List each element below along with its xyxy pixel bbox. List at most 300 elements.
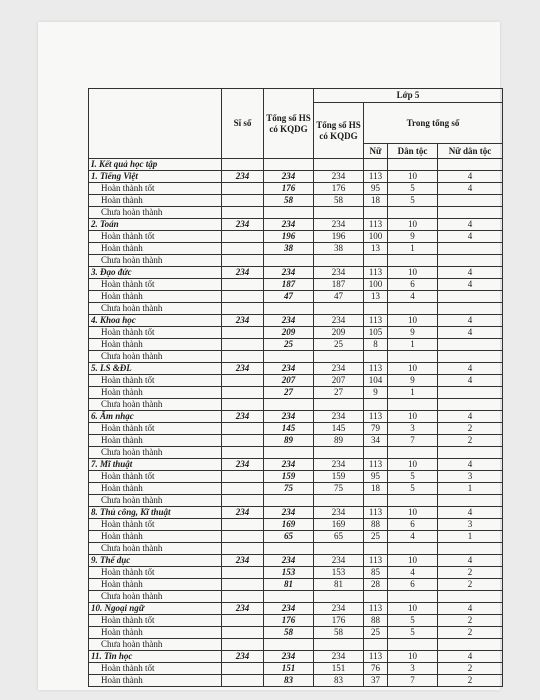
- result-lop-tong: 151: [314, 663, 364, 675]
- result-si-so: [222, 495, 264, 507]
- result-label: Chưa hoàn thành: [89, 495, 222, 507]
- result-lop-tong: 25: [314, 339, 364, 351]
- subject-si-so: 234: [222, 363, 264, 375]
- subject-nu: 113: [364, 171, 388, 183]
- result-tong-so: [264, 639, 314, 651]
- section-row: [89, 159, 503, 171]
- result-row: [89, 663, 503, 675]
- header-trong-tong-so: Trong tổng số: [364, 103, 503, 144]
- result-tong-so: [264, 543, 314, 555]
- result-tong-so: 58: [264, 627, 314, 639]
- result-label: Hoàn thành: [89, 387, 222, 399]
- result-nu: 88: [364, 615, 388, 627]
- result-dan-toc: [388, 255, 438, 267]
- result-si-so: [222, 195, 264, 207]
- result-dan-toc: 5: [388, 627, 438, 639]
- result-label: Hoàn thành tốt: [89, 231, 222, 243]
- subject-lop-tong: 234: [314, 363, 364, 375]
- result-nu-dan-toc: [438, 543, 503, 555]
- subject-tong-so: 234: [264, 219, 314, 231]
- result-nu: 105: [364, 327, 388, 339]
- result-lop-tong: 145: [314, 423, 364, 435]
- subject-nu-dan-toc: 4: [438, 411, 503, 423]
- results-table: [88, 88, 503, 687]
- result-tong-so: 65: [264, 531, 314, 543]
- result-tong-so: [264, 495, 314, 507]
- result-nu: 13: [364, 291, 388, 303]
- result-nu: [364, 543, 388, 555]
- result-row: [89, 375, 503, 387]
- subject-tong-so: 234: [264, 315, 314, 327]
- subject-tong-so: 234: [264, 171, 314, 183]
- result-label: Chưa hoàn thành: [89, 543, 222, 555]
- result-nu: 34: [364, 435, 388, 447]
- result-label: Hoàn thành: [89, 291, 222, 303]
- result-lop-tong: 89: [314, 435, 364, 447]
- result-row: [89, 423, 503, 435]
- result-tong-so: 176: [264, 183, 314, 195]
- result-row: [89, 387, 503, 399]
- result-label: Hoàn thành: [89, 579, 222, 591]
- result-nu-dan-toc: 1: [438, 483, 503, 495]
- result-dan-toc: [388, 495, 438, 507]
- result-lop-tong: 169: [314, 519, 364, 531]
- subject-si-so: 234: [222, 171, 264, 183]
- result-lop-tong: 58: [314, 627, 364, 639]
- result-nu: 25: [364, 531, 388, 543]
- result-row: [89, 591, 503, 603]
- result-si-so: [222, 387, 264, 399]
- result-nu: [364, 591, 388, 603]
- result-si-so: [222, 435, 264, 447]
- result-lop-tong: [314, 495, 364, 507]
- subject-tong-so: 234: [264, 411, 314, 423]
- subject-si-so: 234: [222, 219, 264, 231]
- result-dan-toc: 3: [388, 663, 438, 675]
- subject-name: 4. Khoa học: [89, 315, 222, 327]
- subject-row: [89, 411, 503, 423]
- header-nu: Nữ: [364, 144, 388, 159]
- subject-dan-toc: 10: [388, 267, 438, 279]
- result-lop-tong: 153: [314, 567, 364, 579]
- result-si-so: [222, 207, 264, 219]
- subject-dan-toc: 10: [388, 171, 438, 183]
- result-tong-so: [264, 591, 314, 603]
- header-lop-tong-so: Tổng số HS có KQDG: [314, 103, 364, 159]
- subject-lop-tong: 234: [314, 603, 364, 615]
- result-si-so: [222, 567, 264, 579]
- result-nu: 100: [364, 279, 388, 291]
- subject-nu: 113: [364, 267, 388, 279]
- result-si-so: [222, 627, 264, 639]
- result-dan-toc: 9: [388, 231, 438, 243]
- result-tong-so: [264, 447, 314, 459]
- result-nu: 95: [364, 183, 388, 195]
- result-dan-toc: 3: [388, 423, 438, 435]
- result-tong-so: 58: [264, 195, 314, 207]
- result-tong-so: 153: [264, 567, 314, 579]
- result-tong-so: 209: [264, 327, 314, 339]
- result-si-so: [222, 639, 264, 651]
- result-nu: 9: [364, 387, 388, 399]
- subject-nu-dan-toc: 4: [438, 219, 503, 231]
- result-tong-so: [264, 207, 314, 219]
- subject-nu-dan-toc: 4: [438, 651, 503, 663]
- result-dan-toc: [388, 639, 438, 651]
- result-label: Hoàn thành tốt: [89, 279, 222, 291]
- result-lop-tong: 81: [314, 579, 364, 591]
- result-lop-tong: 83: [314, 675, 364, 687]
- result-lop-tong: [314, 303, 364, 315]
- result-nu: 28: [364, 579, 388, 591]
- result-dan-toc: 9: [388, 375, 438, 387]
- result-nu: 25: [364, 627, 388, 639]
- result-nu-dan-toc: 2: [438, 627, 503, 639]
- result-dan-toc: 7: [388, 675, 438, 687]
- result-dan-toc: 1: [388, 339, 438, 351]
- subject-name: 11. Tin học: [89, 651, 222, 663]
- result-label: Chưa hoàn thành: [89, 399, 222, 411]
- subject-name: 2. Toán: [89, 219, 222, 231]
- result-label: Hoàn thành: [89, 675, 222, 687]
- result-si-so: [222, 447, 264, 459]
- result-tong-so: 196: [264, 231, 314, 243]
- result-row: [89, 327, 503, 339]
- subject-si-so: 234: [222, 603, 264, 615]
- header-blank: [89, 89, 222, 159]
- result-dan-toc: [388, 351, 438, 363]
- result-tong-so: 159: [264, 471, 314, 483]
- header-tong-so: Tổng số HS có KQDG: [264, 89, 314, 159]
- result-nu: 88: [364, 519, 388, 531]
- subject-lop-tong: 234: [314, 459, 364, 471]
- result-nu-dan-toc: 2: [438, 663, 503, 675]
- result-si-so: [222, 615, 264, 627]
- result-nu: [364, 495, 388, 507]
- table-body: [89, 159, 503, 687]
- subject-row: [89, 603, 503, 615]
- result-nu-dan-toc: [438, 639, 503, 651]
- result-lop-tong: 27: [314, 387, 364, 399]
- subject-si-so: 234: [222, 315, 264, 327]
- result-label: Hoàn thành tốt: [89, 615, 222, 627]
- result-lop-tong: [314, 351, 364, 363]
- header-lop: Lớp 5: [314, 89, 503, 103]
- result-row: [89, 207, 503, 219]
- result-nu: [364, 303, 388, 315]
- result-si-so: [222, 327, 264, 339]
- result-lop-tong: 196: [314, 231, 364, 243]
- subject-name: 7. Mĩ thuật: [89, 459, 222, 471]
- result-si-so: [222, 231, 264, 243]
- result-si-so: [222, 243, 264, 255]
- result-nu: [364, 399, 388, 411]
- result-dan-toc: 5: [388, 183, 438, 195]
- result-tong-so: 89: [264, 435, 314, 447]
- result-dan-toc: [388, 591, 438, 603]
- subject-nu: 113: [364, 315, 388, 327]
- result-nu-dan-toc: 4: [438, 327, 503, 339]
- result-lop-tong: [314, 399, 364, 411]
- result-tong-so: [264, 399, 314, 411]
- result-tong-so: 27: [264, 387, 314, 399]
- result-si-so: [222, 519, 264, 531]
- result-nu-dan-toc: 2: [438, 615, 503, 627]
- subject-nu-dan-toc: 4: [438, 603, 503, 615]
- result-nu-dan-toc: 1: [438, 531, 503, 543]
- subject-row: [89, 315, 503, 327]
- result-nu: 85: [364, 567, 388, 579]
- result-nu-dan-toc: [438, 339, 503, 351]
- subject-lop-tong: 234: [314, 555, 364, 567]
- result-dan-toc: 7: [388, 435, 438, 447]
- subject-nu-dan-toc: 4: [438, 507, 503, 519]
- subject-row: [89, 459, 503, 471]
- result-tong-so: 47: [264, 291, 314, 303]
- result-nu-dan-toc: 4: [438, 231, 503, 243]
- subject-nu-dan-toc: 4: [438, 315, 503, 327]
- document-page: [38, 22, 500, 690]
- result-tong-so: 145: [264, 423, 314, 435]
- result-nu-dan-toc: [438, 303, 503, 315]
- result-nu: 100: [364, 231, 388, 243]
- result-tong-so: 151: [264, 663, 314, 675]
- result-row: [89, 471, 503, 483]
- result-si-so: [222, 183, 264, 195]
- result-nu: [364, 447, 388, 459]
- result-nu-dan-toc: [438, 351, 503, 363]
- result-nu-dan-toc: [438, 591, 503, 603]
- result-si-so: [222, 303, 264, 315]
- result-tong-so: [264, 303, 314, 315]
- result-label: Hoàn thành: [89, 627, 222, 639]
- subject-si-so: 234: [222, 651, 264, 663]
- result-dan-toc: 5: [388, 615, 438, 627]
- result-tong-so: 207: [264, 375, 314, 387]
- result-nu-dan-toc: 2: [438, 579, 503, 591]
- result-dan-toc: [388, 303, 438, 315]
- result-lop-tong: [314, 639, 364, 651]
- subject-nu: 113: [364, 603, 388, 615]
- subject-tong-so: 234: [264, 555, 314, 567]
- subject-tong-so: 234: [264, 603, 314, 615]
- subject-name: 1. Tiếng Việt: [89, 171, 222, 183]
- subject-name: 8. Thủ công, Kĩ thuật: [89, 507, 222, 519]
- subject-nu-dan-toc: 4: [438, 555, 503, 567]
- result-si-so: [222, 663, 264, 675]
- result-lop-tong: [314, 591, 364, 603]
- result-tong-so: [264, 255, 314, 267]
- result-label: Chưa hoàn thành: [89, 303, 222, 315]
- subject-lop-tong: 234: [314, 315, 364, 327]
- result-si-so: [222, 543, 264, 555]
- result-dan-toc: [388, 543, 438, 555]
- result-dan-toc: [388, 447, 438, 459]
- result-tong-so: 25: [264, 339, 314, 351]
- result-dan-toc: 9: [388, 327, 438, 339]
- result-label: Hoàn thành: [89, 243, 222, 255]
- subject-row: [89, 651, 503, 663]
- result-tong-so: 169: [264, 519, 314, 531]
- result-row: [89, 567, 503, 579]
- result-tong-so: 38: [264, 243, 314, 255]
- result-row: [89, 675, 503, 687]
- subject-row: [89, 267, 503, 279]
- subject-dan-toc: 10: [388, 603, 438, 615]
- subject-tong-so: 234: [264, 651, 314, 663]
- result-label: Hoàn thành: [89, 195, 222, 207]
- subject-dan-toc: 10: [388, 459, 438, 471]
- result-tong-so: 187: [264, 279, 314, 291]
- subject-name: 9. Thể dục: [89, 555, 222, 567]
- result-row: [89, 279, 503, 291]
- subject-dan-toc: 10: [388, 507, 438, 519]
- result-row: [89, 627, 503, 639]
- subject-nu: 113: [364, 507, 388, 519]
- result-si-so: [222, 675, 264, 687]
- result-nu: [364, 255, 388, 267]
- result-si-so: [222, 399, 264, 411]
- result-nu: 95: [364, 471, 388, 483]
- result-label: Hoàn thành tốt: [89, 471, 222, 483]
- result-dan-toc: 6: [388, 519, 438, 531]
- subject-nu: 113: [364, 219, 388, 231]
- result-row: [89, 399, 503, 411]
- subject-dan-toc: 10: [388, 411, 438, 423]
- result-si-so: [222, 423, 264, 435]
- result-nu: [364, 207, 388, 219]
- result-row: [89, 531, 503, 543]
- subject-nu-dan-toc: 4: [438, 267, 503, 279]
- result-dan-toc: 4: [388, 567, 438, 579]
- result-nu-dan-toc: [438, 255, 503, 267]
- subject-row: [89, 507, 503, 519]
- subject-nu-dan-toc: 4: [438, 171, 503, 183]
- result-label: Hoàn thành tốt: [89, 327, 222, 339]
- result-dan-toc: 6: [388, 279, 438, 291]
- subject-tong-so: 234: [264, 507, 314, 519]
- result-lop-tong: [314, 207, 364, 219]
- subject-row: [89, 555, 503, 567]
- result-nu-dan-toc: [438, 243, 503, 255]
- result-dan-toc: 1: [388, 243, 438, 255]
- result-nu-dan-toc: 4: [438, 375, 503, 387]
- result-lop-tong: 75: [314, 483, 364, 495]
- subject-row: [89, 171, 503, 183]
- result-dan-toc: 4: [388, 531, 438, 543]
- subject-row: [89, 219, 503, 231]
- result-nu-dan-toc: 2: [438, 423, 503, 435]
- subject-row: [89, 363, 503, 375]
- subject-dan-toc: 10: [388, 363, 438, 375]
- result-nu: [364, 639, 388, 651]
- result-dan-toc: 1: [388, 387, 438, 399]
- table-header: [89, 89, 503, 159]
- result-lop-tong: 209: [314, 327, 364, 339]
- section-title: I. Kết quả học tập: [89, 159, 222, 171]
- result-lop-tong: 47: [314, 291, 364, 303]
- subject-nu: 113: [364, 555, 388, 567]
- result-nu: 8: [364, 339, 388, 351]
- result-nu: 13: [364, 243, 388, 255]
- result-nu: 18: [364, 483, 388, 495]
- result-nu: 37: [364, 675, 388, 687]
- header-dan-toc: Dân tộc: [388, 144, 438, 159]
- result-si-so: [222, 375, 264, 387]
- result-row: [89, 615, 503, 627]
- subject-lop-tong: 234: [314, 411, 364, 423]
- result-si-so: [222, 483, 264, 495]
- result-nu: 76: [364, 663, 388, 675]
- result-row: [89, 447, 503, 459]
- result-nu-dan-toc: 2: [438, 435, 503, 447]
- subject-dan-toc: 10: [388, 219, 438, 231]
- subject-dan-toc: 10: [388, 555, 438, 567]
- result-nu-dan-toc: [438, 291, 503, 303]
- result-nu-dan-toc: [438, 399, 503, 411]
- result-label: Hoàn thành tốt: [89, 567, 222, 579]
- result-label: Chưa hoàn thành: [89, 591, 222, 603]
- result-row: [89, 183, 503, 195]
- result-lop-tong: 159: [314, 471, 364, 483]
- result-dan-toc: 5: [388, 195, 438, 207]
- result-row: [89, 543, 503, 555]
- result-row: [89, 255, 503, 267]
- result-si-so: [222, 291, 264, 303]
- result-label: Chưa hoàn thành: [89, 255, 222, 267]
- result-dan-toc: [388, 399, 438, 411]
- result-label: Hoàn thành: [89, 435, 222, 447]
- subject-name: 6. Âm nhạc: [89, 411, 222, 423]
- result-lop-tong: 187: [314, 279, 364, 291]
- subject-dan-toc: 10: [388, 315, 438, 327]
- result-nu-dan-toc: 4: [438, 183, 503, 195]
- result-row: [89, 195, 503, 207]
- subject-si-so: 234: [222, 267, 264, 279]
- subject-lop-tong: 234: [314, 171, 364, 183]
- result-row: [89, 339, 503, 351]
- result-label: Hoàn thành: [89, 339, 222, 351]
- result-row: [89, 519, 503, 531]
- subject-si-so: 234: [222, 555, 264, 567]
- subject-nu-dan-toc: 4: [438, 459, 503, 471]
- subject-dan-toc: 10: [388, 651, 438, 663]
- subject-nu: 113: [364, 459, 388, 471]
- result-si-so: [222, 531, 264, 543]
- subject-lop-tong: 234: [314, 267, 364, 279]
- result-si-so: [222, 471, 264, 483]
- subject-name: 10. Ngoại ngữ: [89, 603, 222, 615]
- result-nu-dan-toc: [438, 207, 503, 219]
- result-tong-so: 75: [264, 483, 314, 495]
- result-dan-toc: 5: [388, 483, 438, 495]
- result-nu: 18: [364, 195, 388, 207]
- subject-tong-so: 234: [264, 459, 314, 471]
- result-lop-tong: 58: [314, 195, 364, 207]
- result-dan-toc: 6: [388, 579, 438, 591]
- result-nu-dan-toc: 2: [438, 675, 503, 687]
- result-dan-toc: 4: [388, 291, 438, 303]
- result-nu-dan-toc: [438, 495, 503, 507]
- result-si-so: [222, 351, 264, 363]
- subject-lop-tong: 234: [314, 507, 364, 519]
- result-label: Hoàn thành tốt: [89, 183, 222, 195]
- subject-si-so: 234: [222, 507, 264, 519]
- result-lop-tong: 207: [314, 375, 364, 387]
- subject-si-so: 234: [222, 411, 264, 423]
- result-nu-dan-toc: 3: [438, 519, 503, 531]
- result-row: [89, 303, 503, 315]
